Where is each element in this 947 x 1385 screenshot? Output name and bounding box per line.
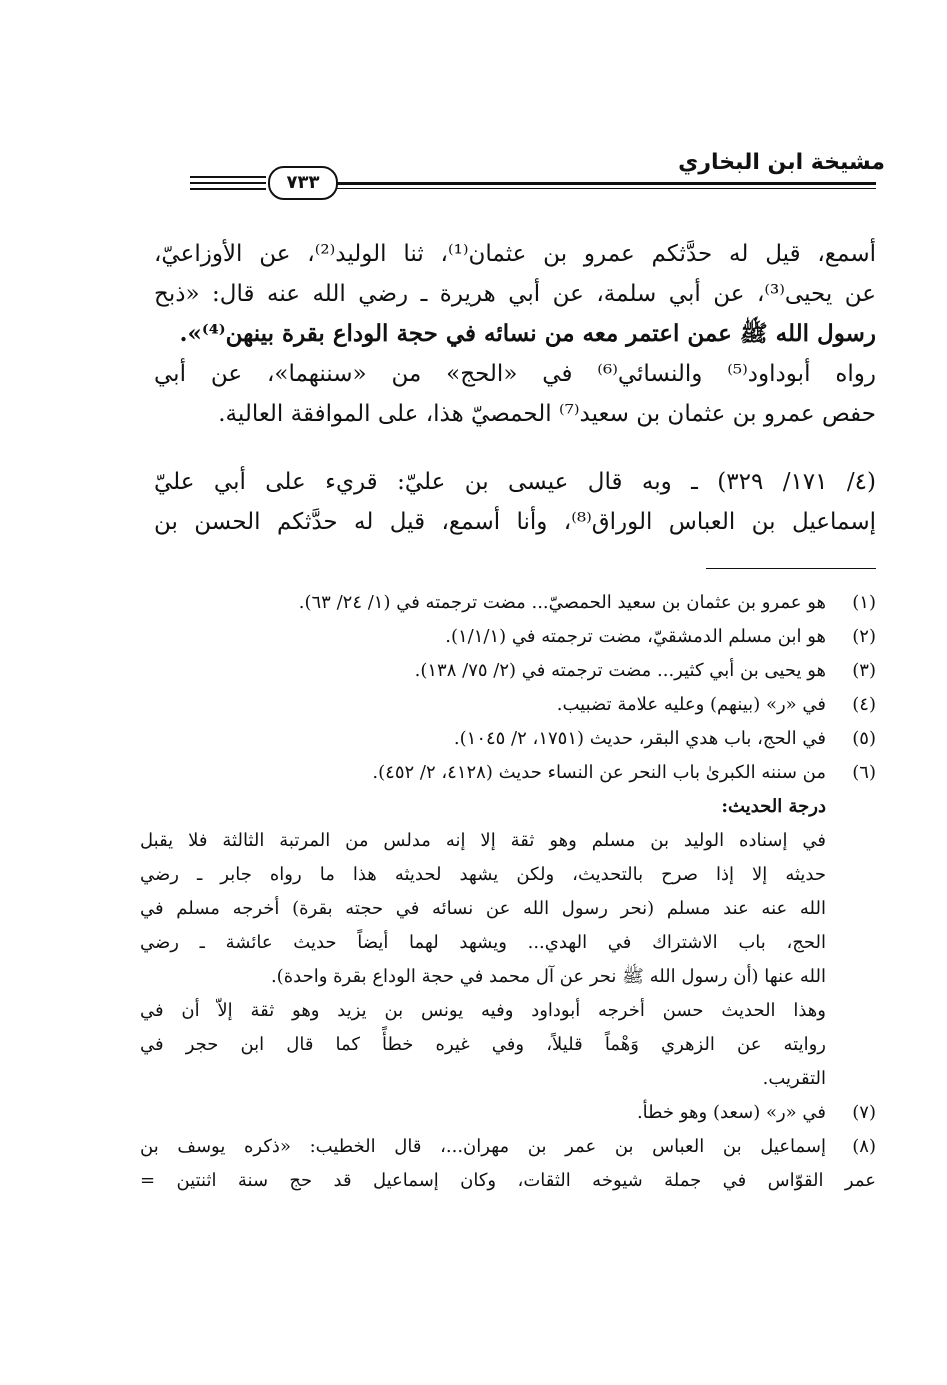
footnote-number: (٨) bbox=[852, 1136, 876, 1157]
footnote-text: هو ابن مسلم الدمشقيّ، مضت ترجمته في (١/١/١). bbox=[445, 626, 826, 647]
main-line: رسول الله ﷺ عمن اعتمر معه من نسائه في حجة الوداع بقرة بينهن⁽⁴⁾». bbox=[179, 320, 876, 347]
page-number: ٧٣٣ bbox=[268, 166, 338, 200]
footnote-line: إسماعيل بن العباس بن عمر بن مهران...، قال الخطيب: «ذكره يوسف بن bbox=[140, 1136, 826, 1157]
footnote-number: (٢) bbox=[852, 626, 876, 647]
footnote-number: (٥) bbox=[852, 728, 876, 749]
grade-line: حديثه إلا إذا صرح بالتحديث، ولكن يشهد لحديثه هذا ما رواه جابر ـ رضي bbox=[140, 864, 826, 885]
grade-line: الحج، باب الاشتراك في الهدي... ويشهد لهما أيضاً حديث عائشة ـ رضي bbox=[140, 932, 826, 953]
main-text bbox=[154, 234, 876, 434]
footnote-item bbox=[140, 756, 876, 790]
header-rule-left-2 bbox=[190, 182, 266, 184]
footnote-item bbox=[140, 620, 876, 654]
footnote-number: (٤) bbox=[852, 694, 876, 715]
header-rule-left-3 bbox=[190, 188, 266, 190]
header-rule-right bbox=[336, 182, 876, 185]
footnote-number: (٣) bbox=[852, 660, 876, 681]
grade-line: في إسناده الوليد بن مسلم وهو ثقة إلا إنه مدلس من المرتبة الثالثة فلا يقبل bbox=[140, 830, 826, 851]
header-rule-right-thin bbox=[336, 188, 876, 189]
grade-line: روايته عن الزهري وَهْماً قليلاً، وفي غيره خطأً كما قال ابن حجر في bbox=[140, 1034, 826, 1055]
main-line: عن يحيى⁽³⁾، عن أبي سلمة، عن أبي هريرة ـ رضي الله عنه قال: «ذبح bbox=[154, 281, 877, 307]
main-line: (٤/ ١٧١/ ٣٢٩) ـ وبه قال عيسى بن عليّ: قريء على أبي عليّ bbox=[154, 469, 877, 495]
main-line: أسمع، قيل له حدَّثكم عمرو بن عثمان⁽¹⁾، ثنا الوليد⁽²⁾، عن الأوزاعيّ، bbox=[154, 241, 877, 267]
main-text-section-2 bbox=[154, 462, 876, 542]
grade-heading-row bbox=[140, 790, 876, 824]
footnote-text-wrap bbox=[140, 1130, 826, 1164]
grade-heading: درجة الحديث: bbox=[721, 796, 826, 817]
grade-line: الله عنها (أن رسول الله ﷺ نحر عن آل محمد في حجة الوداع بقرة واحدة). bbox=[270, 966, 826, 987]
footnote-line: عمر القوّاس في جملة شيوخه الثقات، وكان إسماعيل قد حج سنة اثنتين = bbox=[140, 1170, 876, 1191]
footnote-item bbox=[140, 722, 876, 756]
grade-text bbox=[140, 824, 876, 1096]
footnote-continuation bbox=[140, 1164, 876, 1198]
main-line: حفص عمرو بن عثمان بن سعيد⁽⁷⁾ الحمصيّ هذا، على الموافقة العالية. bbox=[218, 401, 876, 427]
footnote-text: في «ر» (بينهم) وعليه علامة تضبيب. bbox=[556, 694, 826, 715]
grade-line: وهذا الحديث حسن أخرجه أبوداود وفيه يونس بن يزيد وهو ثقة إلاّ أن في bbox=[140, 1000, 826, 1021]
footnote-number: (٦) bbox=[852, 762, 876, 783]
footnote-number: (١) bbox=[852, 592, 876, 613]
footnote-separator bbox=[706, 568, 876, 569]
main-line: إسماعيل بن العباس الوراق⁽⁸⁾، وأنا أسمع، قيل له حدَّثكم الحسن بن bbox=[154, 509, 876, 535]
footnote-item bbox=[140, 1096, 876, 1130]
footnote-text: في الحج، باب هدي البقر، حديث (١٧٥١، ٢/ ١٠٤٥). bbox=[453, 728, 826, 749]
footnote-text: في «ر» (سعد) وهو خطأ. bbox=[636, 1102, 826, 1123]
footnote-item bbox=[140, 1130, 876, 1164]
header-rule-left bbox=[190, 176, 266, 178]
footnote-text: من سننه الكبرىٰ باب النحر عن النساء حديث (٤١٢٨، ٢/ ٤٥٢). bbox=[372, 762, 826, 783]
footnote-text: هو عمرو بن عثمان بن سعيد الحمصيّ... مضت ترجمته في (١/ ٢٤/ ٦٣). bbox=[298, 592, 826, 613]
grade-line: الله عنه عند مسلم (نحر رسول الله عن نسائه في حجته بقرة) أخرجه مسلم في bbox=[140, 898, 826, 919]
footnote-item bbox=[140, 654, 876, 688]
grade-line: التقريب. bbox=[762, 1068, 826, 1089]
footnote-item bbox=[140, 688, 876, 722]
main-line: رواه أبوداود⁽⁵⁾ والنسائي⁽⁶⁾ في «الحج» من «سننهما»، عن أبي bbox=[154, 361, 876, 387]
footnote-indent bbox=[826, 790, 876, 824]
footnote-item bbox=[140, 586, 876, 620]
footnote-text: هو يحيى بن أبي كثير... مضت ترجمته في (٢/ ٧٥/ ١٣٨). bbox=[414, 660, 826, 681]
footnotes bbox=[140, 586, 876, 1198]
footnote-number: (٧) bbox=[852, 1102, 876, 1123]
running-header-title: مشيخة ابن البخاري bbox=[678, 150, 885, 175]
